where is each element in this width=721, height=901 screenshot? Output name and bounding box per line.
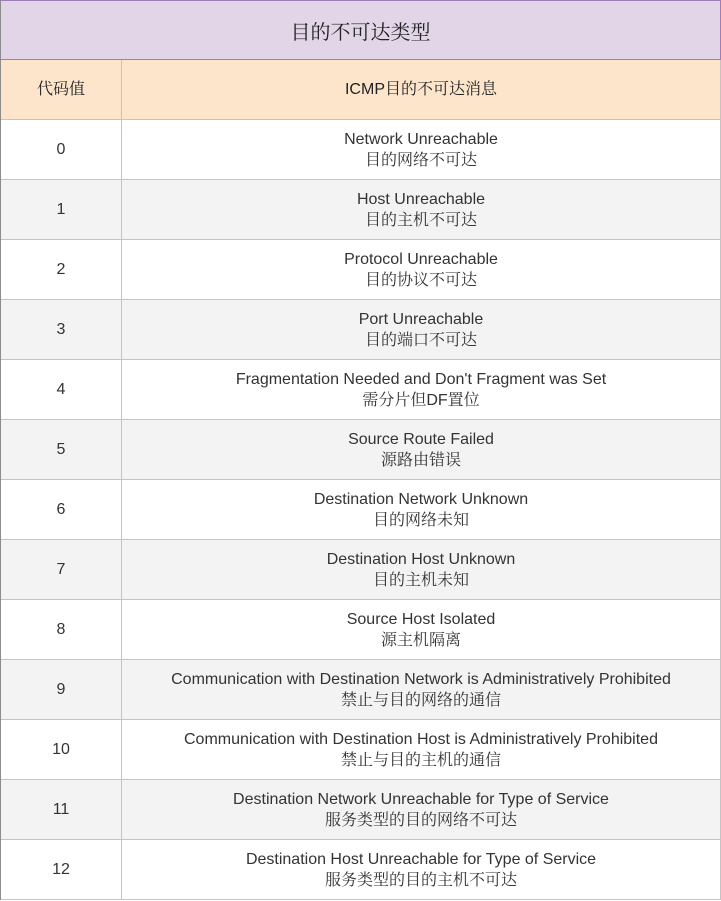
- message-cell: [122, 360, 721, 420]
- table-row: [1, 660, 721, 720]
- code-cell: 10: [1, 720, 122, 780]
- message-zh: 目的主机不可达: [364, 211, 477, 229]
- message-zh: 源路由错误: [380, 451, 461, 469]
- table-row: [1, 420, 721, 480]
- message-en: Communication with Destination Network is Administratively Prohibited: [171, 670, 671, 688]
- code-cell: 2: [1, 240, 122, 300]
- header-code: 代码值: [1, 60, 122, 120]
- table-row: [1, 780, 721, 840]
- message-zh: 目的网络不可达: [364, 151, 477, 169]
- table-row: [1, 540, 721, 600]
- table-row: [1, 300, 721, 360]
- table-row: [1, 360, 721, 420]
- message-en: Destination Network Unknown: [313, 490, 529, 508]
- message-cell: [122, 300, 721, 360]
- message-zh: 目的网络未知: [372, 511, 469, 529]
- message-zh: 服务类型的目的网络不可达: [324, 811, 517, 829]
- code-cell: 6: [1, 480, 122, 540]
- message-en: Destination Host Unreachable for Type of Service: [245, 850, 597, 868]
- message-en: Communication with Destination Host is Administratively Prohibited: [184, 730, 658, 748]
- message-cell: [122, 840, 721, 900]
- code-cell: 11: [1, 780, 122, 840]
- message-en: Destination Network Unreachable for Type of Service: [233, 790, 609, 808]
- message-cell: [122, 180, 721, 240]
- message-en: Fragmentation Needed and Don't Fragment was Set: [235, 370, 607, 388]
- table-row: [1, 120, 721, 180]
- message-cell: [122, 420, 721, 480]
- message-en: Network Unreachable: [344, 130, 498, 148]
- code-cell: 4: [1, 360, 122, 420]
- code-cell: 7: [1, 540, 122, 600]
- message-cell: [122, 660, 721, 720]
- message-cell: [122, 600, 721, 660]
- message-en: Source Route Failed: [348, 430, 494, 448]
- header-row: [1, 60, 721, 120]
- code-cell: 8: [1, 600, 122, 660]
- table-title: 目的不可达类型: [1, 0, 721, 60]
- table-row: [1, 720, 721, 780]
- message-cell: [122, 480, 721, 540]
- message-zh: 禁止与目的网络的通信: [340, 691, 501, 709]
- message-zh: 服务类型的目的主机不可达: [324, 871, 517, 889]
- table-row: [1, 600, 721, 660]
- code-cell: 1: [1, 180, 122, 240]
- message-en: Port Unreachable: [358, 310, 484, 328]
- message-en: Protocol Unreachable: [344, 250, 498, 268]
- icmp-unreachable-table: [1, 60, 721, 900]
- message-zh: 源主机隔离: [380, 631, 461, 649]
- table-row: [1, 480, 721, 540]
- table-row: [1, 180, 721, 240]
- message-cell: [122, 720, 721, 780]
- table-row: [1, 840, 721, 900]
- message-en: Destination Host Unknown: [326, 550, 516, 568]
- table-row: [1, 240, 721, 300]
- code-cell: 12: [1, 840, 122, 900]
- message-cell: [122, 540, 721, 600]
- message-cell: [122, 240, 721, 300]
- message-cell: [122, 780, 721, 840]
- message-zh: 禁止与目的主机的通信: [340, 751, 501, 769]
- code-cell: 9: [1, 660, 122, 720]
- code-cell: 5: [1, 420, 122, 480]
- code-cell: 0: [1, 120, 122, 180]
- message-en: Source Host Isolated: [346, 610, 496, 628]
- message-zh: 目的端口不可达: [364, 331, 477, 349]
- header-message: ICMP目的不可达消息: [122, 60, 721, 120]
- message-cell: [122, 120, 721, 180]
- message-en: Host Unreachable: [356, 190, 486, 208]
- message-zh: 需分片但DF置位: [362, 391, 480, 409]
- code-cell: 3: [1, 300, 122, 360]
- message-zh: 目的协议不可达: [364, 271, 477, 289]
- message-zh: 目的主机未知: [372, 571, 469, 589]
